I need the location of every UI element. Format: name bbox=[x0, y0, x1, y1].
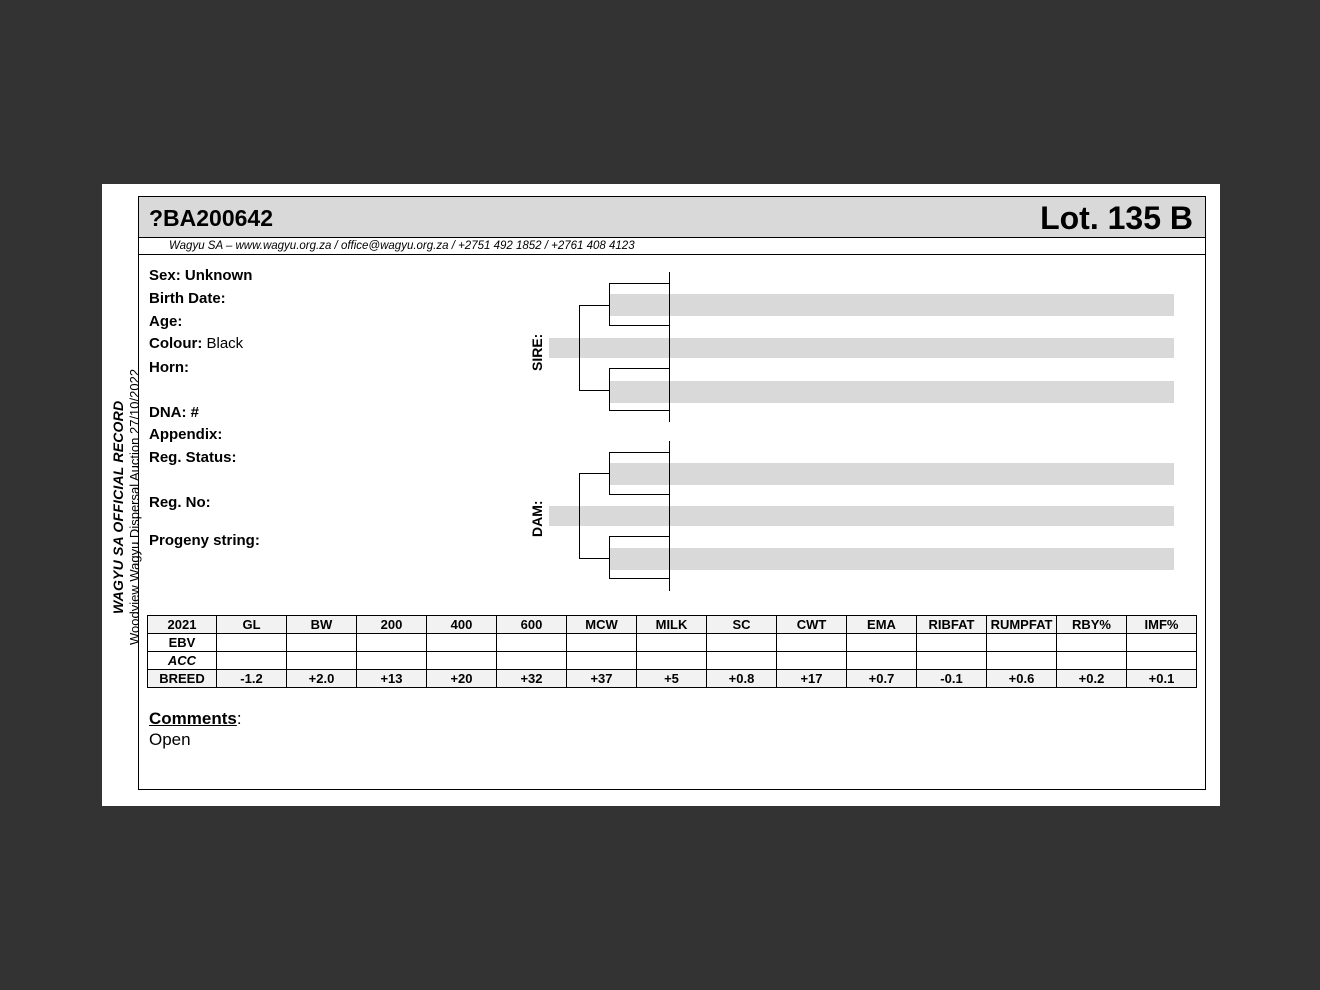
col-header-400: 400 bbox=[427, 616, 497, 634]
breed-cell-400: +20 bbox=[427, 670, 497, 688]
ebv-header-row bbox=[148, 616, 1197, 634]
breed-cell-rumpfat: +0.6 bbox=[987, 670, 1057, 688]
acc-cell-milk bbox=[637, 652, 707, 670]
dna-field bbox=[149, 404, 199, 421]
dna-value: # bbox=[190, 404, 200, 421]
ebv-cell-ema bbox=[847, 634, 917, 652]
progeny-string-label: Progeny string: bbox=[149, 532, 260, 549]
col-header-rumpfat: RUMPFAT bbox=[987, 616, 1057, 634]
auction-subtitle: Woodview Wagyu Dispersal Auction 27/10/2022 bbox=[127, 368, 142, 645]
col-header-milk: MILK bbox=[637, 616, 707, 634]
record-sheet bbox=[102, 184, 1220, 806]
acc-cell-200 bbox=[357, 652, 427, 670]
acc-cell-ema bbox=[847, 652, 917, 670]
acc-cell-imf bbox=[1127, 652, 1197, 670]
col-header-cwt: CWT bbox=[777, 616, 847, 634]
acc-cell-ribfat bbox=[917, 652, 987, 670]
col-header-sc: SC bbox=[707, 616, 777, 634]
breed-cell-milk: +5 bbox=[637, 670, 707, 688]
ebv-cell-mcw bbox=[567, 634, 637, 652]
acc-cell-rby bbox=[1057, 652, 1127, 670]
appendix-label: Appendix: bbox=[149, 426, 223, 443]
colour-label: Colour: bbox=[149, 335, 203, 352]
registration-id: ?BA200642 bbox=[149, 205, 274, 231]
horn-field bbox=[149, 359, 189, 376]
comments-label: Comments bbox=[149, 709, 237, 728]
col-header-200: 200 bbox=[357, 616, 427, 634]
comments-text: Open bbox=[149, 730, 191, 749]
col-header-bw: BW bbox=[287, 616, 357, 634]
sire-sire-top bbox=[609, 283, 669, 284]
ebv-cell-cwt bbox=[777, 634, 847, 652]
ebv-cell-600 bbox=[497, 634, 567, 652]
breed-cell-cwt: +17 bbox=[777, 670, 847, 688]
colour-field bbox=[149, 335, 243, 352]
sire-dam-top bbox=[609, 368, 669, 369]
ebv-cell-ribfat bbox=[917, 634, 987, 652]
breed-row-label: BREED bbox=[148, 670, 217, 688]
ebv-cell-rby bbox=[1057, 634, 1127, 652]
col-header-ema: EMA bbox=[847, 616, 917, 634]
sex-label: Sex: bbox=[149, 267, 181, 284]
breed-cell-ema: +0.7 bbox=[847, 670, 917, 688]
record-header bbox=[139, 197, 1205, 238]
breed-cell-gl: -1.2 bbox=[217, 670, 287, 688]
dam-sire-bracket bbox=[609, 452, 610, 495]
dam-bar bbox=[549, 506, 1174, 526]
sire-sire-bracket bbox=[609, 283, 610, 326]
dam-bracket-bottom bbox=[579, 558, 610, 559]
horn-label: Horn: bbox=[149, 359, 189, 376]
age-field bbox=[149, 313, 182, 330]
breed-cell-ribfat: -0.1 bbox=[917, 670, 987, 688]
dam-dam-bottom bbox=[609, 578, 669, 579]
year-cell: 2021 bbox=[148, 616, 217, 634]
ebv-table bbox=[147, 615, 1197, 688]
dam-sire-bottom bbox=[609, 494, 669, 495]
dam-dam-top bbox=[609, 536, 669, 537]
side-strip bbox=[102, 184, 142, 806]
age-label: Age: bbox=[149, 313, 183, 330]
acc-cell-sc bbox=[707, 652, 777, 670]
progeny-string-field bbox=[149, 532, 260, 549]
breed-cell-imf: +0.1 bbox=[1127, 670, 1197, 688]
official-record-title: WAGYU SA OFFICIAL RECORD bbox=[110, 400, 126, 614]
colour-value: Black bbox=[206, 335, 244, 352]
acc-cell-600 bbox=[497, 652, 567, 670]
acc-cell-rumpfat bbox=[987, 652, 1057, 670]
acc-cell-cwt bbox=[777, 652, 847, 670]
ebv-cell-rumpfat bbox=[987, 634, 1057, 652]
lot-number: Lot. 135 B bbox=[1040, 200, 1193, 236]
record-frame bbox=[138, 196, 1206, 790]
ebv-cell-sc bbox=[707, 634, 777, 652]
ebv-cell-imf bbox=[1127, 634, 1197, 652]
header-divider bbox=[139, 254, 1205, 255]
col-header-ribfat: RIBFAT bbox=[917, 616, 987, 634]
ebv-row bbox=[148, 634, 1197, 652]
col-header-mcw: MCW bbox=[567, 616, 637, 634]
ebv-cell-bw bbox=[287, 634, 357, 652]
dam-sire-top bbox=[609, 452, 669, 453]
ebv-cell-400 bbox=[427, 634, 497, 652]
sire-vertical-rule bbox=[669, 272, 670, 422]
birth-date-label: Birth Date: bbox=[149, 290, 226, 307]
dam-label: DAM: bbox=[529, 500, 545, 537]
ebv-cell-gl bbox=[217, 634, 287, 652]
dam-dam-bracket bbox=[609, 536, 610, 579]
comments-heading: Comments: bbox=[149, 709, 242, 728]
dam-bracket-top bbox=[579, 473, 610, 474]
reg-no-field bbox=[149, 494, 211, 511]
breed-cell-bw: +2.0 bbox=[287, 670, 357, 688]
acc-cell-400 bbox=[427, 652, 497, 670]
sire-bar bbox=[549, 338, 1174, 358]
col-header-600: 600 bbox=[497, 616, 567, 634]
acc-cell-gl bbox=[217, 652, 287, 670]
breed-cell-600: +32 bbox=[497, 670, 567, 688]
breed-row bbox=[148, 670, 1197, 688]
sire-label: SIRE: bbox=[529, 333, 545, 371]
reg-status-label: Reg. Status: bbox=[149, 449, 237, 466]
breed-cell-mcw: +37 bbox=[567, 670, 637, 688]
sire-bracket-line bbox=[579, 305, 580, 391]
acc-row bbox=[148, 652, 1197, 670]
contact-line: Wagyu SA – www.wagyu.org.za / office@wagyu.org.za / +2751 492 1852 / +2761 408 4123 bbox=[169, 240, 635, 252]
acc-cell-mcw bbox=[567, 652, 637, 670]
dam-sire-bar bbox=[610, 463, 1174, 485]
breed-cell-rby: +0.2 bbox=[1057, 670, 1127, 688]
sire-dam-bracket bbox=[609, 368, 610, 411]
appendix-field bbox=[149, 426, 222, 443]
col-header-rby: RBY% bbox=[1057, 616, 1127, 634]
birth-date-field bbox=[149, 290, 226, 307]
breed-cell-sc: +0.8 bbox=[707, 670, 777, 688]
reg-status-field bbox=[149, 449, 237, 466]
col-header-imf: IMF% bbox=[1127, 616, 1197, 634]
reg-no-label: Reg. No: bbox=[149, 494, 211, 511]
sex-field bbox=[149, 267, 252, 284]
sire-bracket-top bbox=[579, 305, 610, 306]
acc-row-label: ACC bbox=[148, 652, 217, 670]
sex-value: Unknown bbox=[184, 267, 253, 284]
dna-label: DNA: bbox=[149, 404, 187, 421]
col-header-gl: GL bbox=[217, 616, 287, 634]
sire-sire-bar bbox=[610, 294, 1174, 316]
dam-vertical-rule bbox=[669, 441, 670, 591]
sire-sire-bottom bbox=[609, 325, 669, 326]
dam-bracket-line bbox=[579, 473, 580, 559]
breed-cell-200: +13 bbox=[357, 670, 427, 688]
ebv-cell-200 bbox=[357, 634, 427, 652]
ebv-cell-milk bbox=[637, 634, 707, 652]
sire-dam-bar bbox=[610, 381, 1174, 403]
ebv-row-label: EBV bbox=[148, 634, 217, 652]
sire-bracket-bottom bbox=[579, 390, 610, 391]
sire-dam-bottom bbox=[609, 410, 669, 411]
dam-dam-bar bbox=[610, 548, 1174, 570]
acc-cell-bw bbox=[287, 652, 357, 670]
